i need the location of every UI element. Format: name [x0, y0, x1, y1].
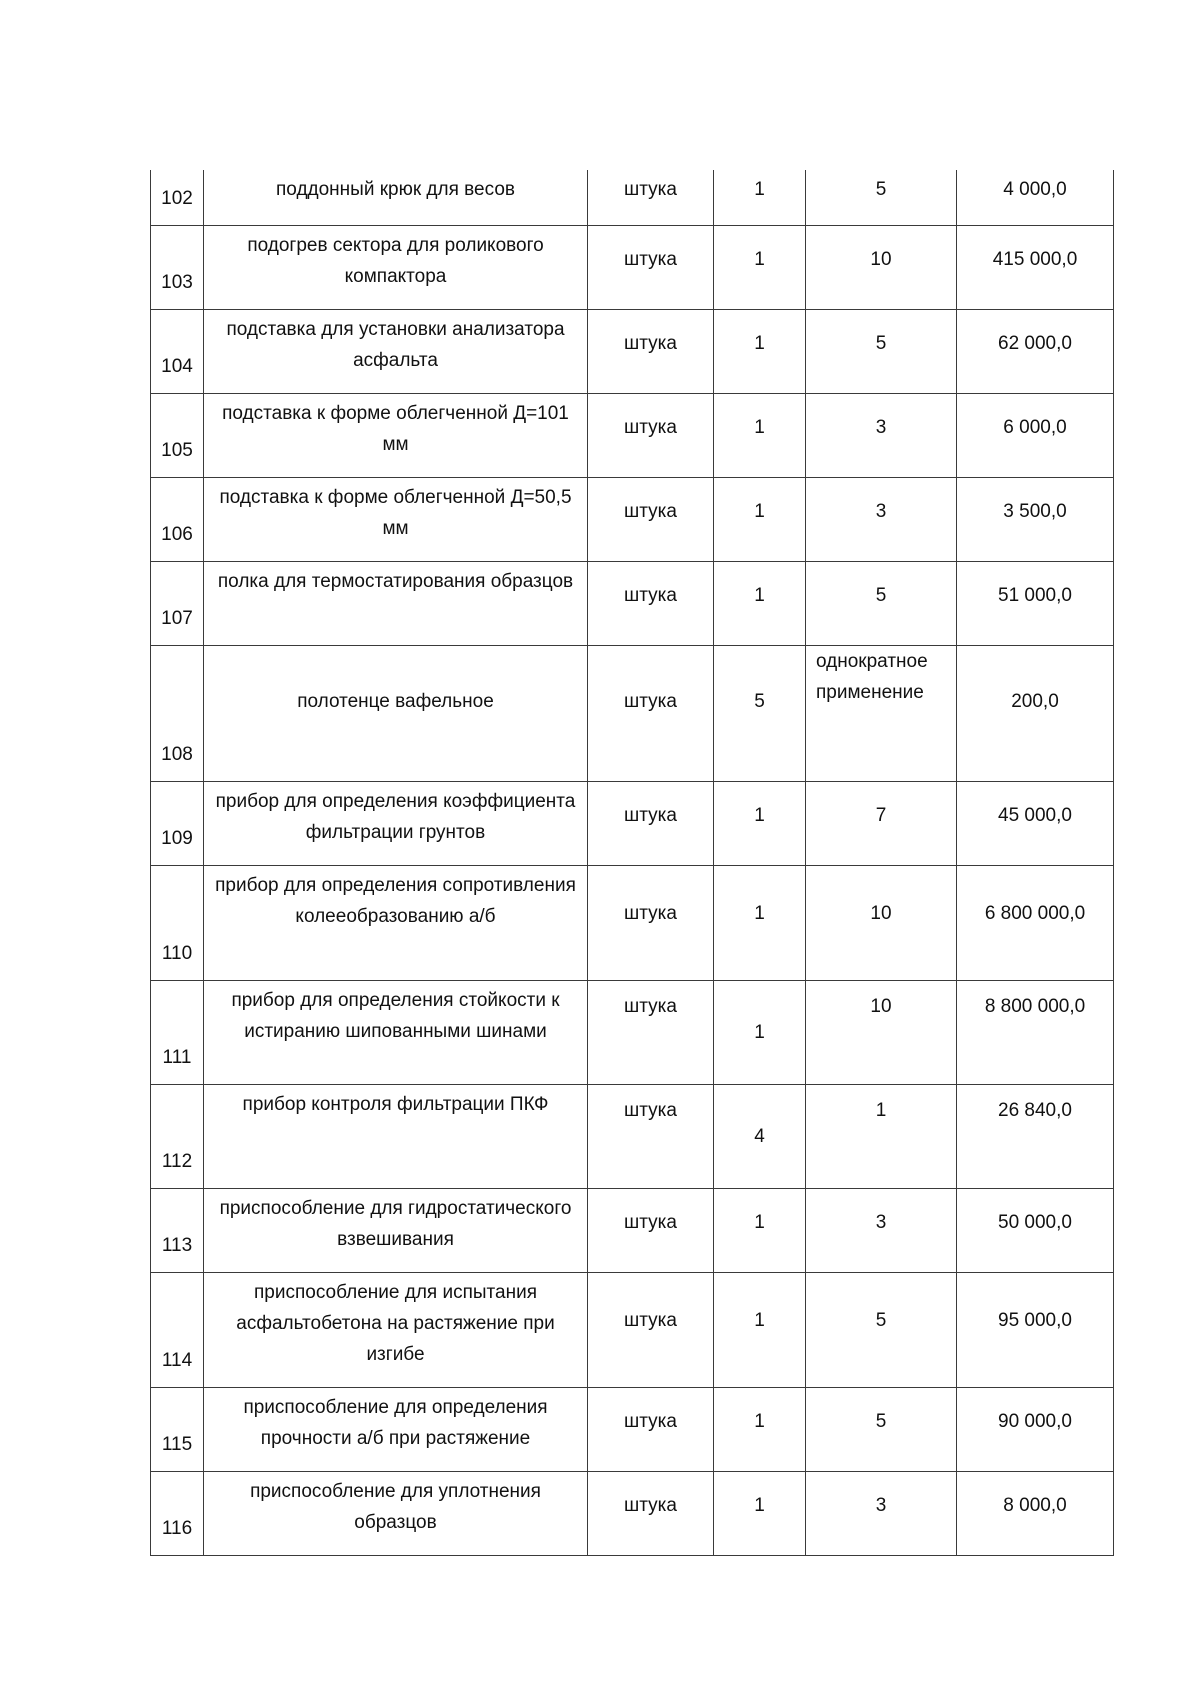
price: 8 000,0: [957, 1471, 1114, 1555]
price: 90 000,0: [957, 1387, 1114, 1471]
table-row: [151, 1084, 1114, 1188]
price: 26 840,0: [957, 1084, 1114, 1188]
quantity: 1: [714, 781, 806, 865]
quantity: 1: [714, 309, 806, 393]
row-number: 106: [151, 477, 204, 561]
table-row: [151, 645, 1114, 781]
quantity: 1: [714, 1387, 806, 1471]
table-row: [151, 980, 1114, 1084]
item-name: полотенце вафельное: [204, 645, 588, 781]
unit-of-measure: штука: [588, 170, 714, 225]
unit-of-measure: штука: [588, 1188, 714, 1272]
price: 415 000,0: [957, 225, 1114, 309]
table-row: [151, 1387, 1114, 1471]
service-life: 7: [806, 781, 957, 865]
unit-of-measure: штука: [588, 781, 714, 865]
item-name: прибор для определения стойкости к истиранию шипованными шинами: [204, 980, 588, 1084]
table-row: [151, 1471, 1114, 1555]
row-number: 114: [151, 1272, 204, 1387]
price: 6 800 000,0: [957, 865, 1114, 980]
service-life: 10: [806, 980, 957, 1084]
item-name: подставка для установки анализатора асфальта: [204, 309, 588, 393]
row-number: 104: [151, 309, 204, 393]
table-row: [151, 1272, 1114, 1387]
service-life: 3: [806, 1188, 957, 1272]
price: 50 000,0: [957, 1188, 1114, 1272]
quantity: 1: [714, 477, 806, 561]
service-life: 5: [806, 1387, 957, 1471]
row-number: 112: [151, 1084, 204, 1188]
table-row: [151, 477, 1114, 561]
item-name: подставка к форме облегченной Д=101 мм: [204, 393, 588, 477]
quantity: 1: [714, 1471, 806, 1555]
table-row: [151, 225, 1114, 309]
item-name: приспособление для гидростатического взвешивания: [204, 1188, 588, 1272]
table-body: [151, 170, 1114, 1555]
unit-of-measure: штука: [588, 1471, 714, 1555]
item-name: приспособление для уплотнения образцов: [204, 1471, 588, 1555]
price: 45 000,0: [957, 781, 1114, 865]
unit-of-measure: штука: [588, 865, 714, 980]
unit-of-measure: штука: [588, 477, 714, 561]
unit-of-measure: штука: [588, 980, 714, 1084]
item-name: приспособление для испытания асфальтобетона на растяжение при изгибе: [204, 1272, 588, 1387]
unit-of-measure: штука: [588, 225, 714, 309]
price: 95 000,0: [957, 1272, 1114, 1387]
equipment-table: [150, 170, 1114, 1556]
service-life: 1: [806, 1084, 957, 1188]
row-number: 108: [151, 645, 204, 781]
service-life: 5: [806, 170, 957, 225]
quantity: 1: [714, 225, 806, 309]
quantity: 5: [714, 645, 806, 781]
unit-of-measure: штука: [588, 393, 714, 477]
row-number: 110: [151, 865, 204, 980]
item-name: подставка к форме облегченной Д=50,5 мм: [204, 477, 588, 561]
item-name: прибор для определения сопротивления колееобразованию а/б: [204, 865, 588, 980]
price: 8 800 000,0: [957, 980, 1114, 1084]
table-row: [151, 170, 1114, 225]
row-number: 109: [151, 781, 204, 865]
price: 6 000,0: [957, 393, 1114, 477]
row-number: 111: [151, 980, 204, 1084]
unit-of-measure: штука: [588, 645, 714, 781]
table-row: [151, 865, 1114, 980]
service-life: 5: [806, 309, 957, 393]
price: 62 000,0: [957, 309, 1114, 393]
service-life: 5: [806, 561, 957, 645]
row-number: 105: [151, 393, 204, 477]
table-row: [151, 561, 1114, 645]
price: 51 000,0: [957, 561, 1114, 645]
row-number: 103: [151, 225, 204, 309]
table-row: [151, 393, 1114, 477]
quantity: 1: [714, 561, 806, 645]
service-life: 3: [806, 1471, 957, 1555]
item-name: поддонный крюк для весов: [204, 170, 588, 225]
price: 3 500,0: [957, 477, 1114, 561]
service-life: 3: [806, 393, 957, 477]
row-number: 102: [151, 170, 204, 225]
row-number: 115: [151, 1387, 204, 1471]
item-name: полка для термостатирования образцов: [204, 561, 588, 645]
unit-of-measure: штука: [588, 1272, 714, 1387]
quantity: 1: [714, 980, 806, 1084]
item-name: приспособление для определения прочности а/б при растяжение: [204, 1387, 588, 1471]
service-life: 3: [806, 477, 957, 561]
quantity: 1: [714, 170, 806, 225]
table-row: [151, 781, 1114, 865]
unit-of-measure: штука: [588, 1084, 714, 1188]
unit-of-measure: штука: [588, 561, 714, 645]
quantity: 1: [714, 1188, 806, 1272]
unit-of-measure: штука: [588, 1387, 714, 1471]
price: 4 000,0: [957, 170, 1114, 225]
service-life: однократное применение: [806, 645, 957, 781]
item-name: прибор контроля фильтрации ПКФ: [204, 1084, 588, 1188]
row-number: 107: [151, 561, 204, 645]
quantity: 4: [714, 1084, 806, 1188]
item-name: прибор для определения коэффициента фильтрации грунтов: [204, 781, 588, 865]
service-life: 10: [806, 865, 957, 980]
row-number: 116: [151, 1471, 204, 1555]
service-life: 5: [806, 1272, 957, 1387]
service-life: 10: [806, 225, 957, 309]
quantity: 1: [714, 1272, 806, 1387]
row-number: 113: [151, 1188, 204, 1272]
table-row: [151, 1188, 1114, 1272]
item-name: подогрев сектора для роликового компактора: [204, 225, 588, 309]
unit-of-measure: штука: [588, 309, 714, 393]
price: 200,0: [957, 645, 1114, 781]
table-row: [151, 309, 1114, 393]
quantity: 1: [714, 393, 806, 477]
quantity: 1: [714, 865, 806, 980]
